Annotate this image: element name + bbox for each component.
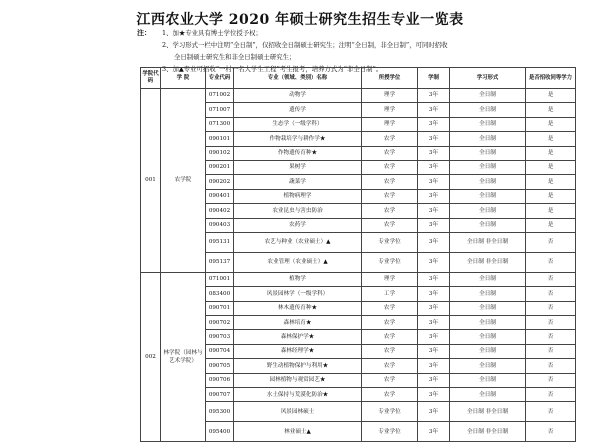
notes-lead: 注： — [137, 28, 151, 37]
note-2: 2、学习形式一栏中注明“全日制”，仅招收全日制硕士研究生；注明“全日制，非全日制”，可同时招收 — [162, 41, 448, 49]
table-row — [141, 103, 576, 117]
study-mode-cell: 全日制 非全日制 — [450, 402, 526, 422]
program-code-cell: 090707 — [206, 388, 234, 402]
table-row — [141, 252, 576, 272]
header-program-name: 专业（领域、类别）名称 — [234, 68, 362, 89]
degree-cell: 农学 — [362, 373, 418, 387]
degree-cell: 理学 — [362, 103, 418, 117]
program-name-cell: 农药学 — [234, 218, 362, 232]
equivalent-cell: 否 — [526, 272, 576, 286]
degree-cell: 农学 — [362, 359, 418, 373]
program-name-cell: 作物遗传育种★ — [234, 146, 362, 160]
table-row — [141, 132, 576, 146]
table-row — [141, 316, 576, 330]
equivalent-cell: 是 — [526, 160, 576, 174]
equivalent-cell: 是 — [526, 218, 576, 232]
table-header-row — [141, 68, 576, 89]
years-cell: 3年 — [418, 103, 450, 117]
program-code-cell: 090403 — [206, 218, 234, 232]
program-code-cell: 090102 — [206, 146, 234, 160]
degree-cell: 专业学位 — [362, 232, 418, 252]
program-code-cell: 095300 — [206, 402, 234, 422]
table-row — [141, 146, 576, 160]
program-name-cell: 野生动植物保护与利用★ — [234, 359, 362, 373]
program-name-cell: 果树学 — [234, 160, 362, 174]
years-cell: 3年 — [418, 146, 450, 160]
unit-name-cell: 林学院（园林与艺术学院） — [161, 272, 206, 442]
years-cell: 3年 — [418, 204, 450, 218]
table-row — [141, 359, 576, 373]
table-row — [141, 402, 576, 422]
header-unit: 学 院 — [161, 68, 206, 89]
equivalent-cell: 否 — [526, 301, 576, 315]
study-mode-cell: 全日制 — [450, 117, 526, 131]
program-name-cell: 风景园林学（一级学科） — [234, 287, 362, 301]
degree-cell: 专业学位 — [362, 402, 418, 422]
header-unit-code: 学院代码 — [141, 68, 161, 89]
program-name-cell: 森林保护学★ — [234, 330, 362, 344]
degree-cell: 农学 — [362, 316, 418, 330]
unit-code-cell: 002 — [141, 272, 161, 442]
years-cell: 3年 — [418, 160, 450, 174]
program-code-cell: 095137 — [206, 252, 234, 272]
equivalent-cell: 否 — [526, 359, 576, 373]
study-mode-cell: 全日制 — [450, 160, 526, 174]
program-name-cell: 森林培育★ — [234, 316, 362, 330]
table-row — [141, 344, 576, 358]
degree-cell: 农学 — [362, 132, 418, 146]
study-mode-cell: 全日制 — [450, 89, 526, 103]
header-years: 学制 — [418, 68, 450, 89]
study-mode-cell: 全日制 — [450, 316, 526, 330]
program-code-cell: 095131 — [206, 232, 234, 252]
years-cell: 3年 — [418, 344, 450, 358]
study-mode-cell: 全日制 — [450, 330, 526, 344]
equivalent-cell: 是 — [526, 146, 576, 160]
programs-table — [140, 67, 576, 442]
program-code-cell: 071001 — [206, 272, 234, 286]
header-equivalent: 是否招收同等学力 — [526, 68, 576, 89]
years-cell: 3年 — [418, 330, 450, 344]
degree-cell: 工学 — [362, 287, 418, 301]
program-code-cell: 095400 — [206, 422, 234, 442]
header-study-mode: 学习形式 — [450, 68, 526, 89]
header-degree: 所授学位 — [362, 68, 418, 89]
study-mode-cell: 全日制 — [450, 218, 526, 232]
program-name-cell: 蔬菜学 — [234, 175, 362, 189]
document-title: 江西农业大学 2020 年硕士研究生招生专业一览表 — [136, 12, 464, 28]
equivalent-cell: 是 — [526, 103, 576, 117]
degree-cell: 理学 — [362, 272, 418, 286]
years-cell: 3年 — [418, 232, 450, 252]
degree-cell: 农学 — [362, 344, 418, 358]
study-mode-cell: 全日制 — [450, 103, 526, 117]
program-code-cell: 090701 — [206, 301, 234, 315]
study-mode-cell: 全日制 — [450, 204, 526, 218]
program-code-cell: 090705 — [206, 359, 234, 373]
degree-cell: 农学 — [362, 330, 418, 344]
study-mode-cell: 全日制 — [450, 359, 526, 373]
equivalent-cell: 否 — [526, 373, 576, 387]
years-cell: 3年 — [418, 388, 450, 402]
years-cell: 3年 — [418, 359, 450, 373]
years-cell: 3年 — [418, 117, 450, 131]
program-code-cell: 071007 — [206, 103, 234, 117]
table-row — [141, 218, 576, 232]
degree-cell: 农学 — [362, 301, 418, 315]
study-mode-cell: 全日制 非全日制 — [450, 252, 526, 272]
program-code-cell: 090706 — [206, 373, 234, 387]
years-cell: 3年 — [418, 89, 450, 103]
program-name-cell: 农业昆虫与害虫防治 — [234, 204, 362, 218]
table-row — [141, 89, 576, 103]
program-name-cell: 遗传学 — [234, 103, 362, 117]
table-row — [141, 272, 576, 286]
years-cell: 3年 — [418, 175, 450, 189]
equivalent-cell: 是 — [526, 204, 576, 218]
degree-cell: 农学 — [362, 146, 418, 160]
note-2-continued: 全日制硕士研究生和非全日制硕士研究生； — [174, 53, 296, 61]
equivalent-cell: 是 — [526, 117, 576, 131]
years-cell: 3年 — [418, 252, 450, 272]
program-code-cell: 090702 — [206, 316, 234, 330]
program-name-cell: 水土保持与荒漠化防治★ — [234, 388, 362, 402]
equivalent-cell: 否 — [526, 402, 576, 422]
table-row — [141, 287, 576, 301]
equivalent-cell: 否 — [526, 252, 576, 272]
degree-cell: 农学 — [362, 160, 418, 174]
program-code-cell: 090401 — [206, 189, 234, 203]
degree-cell: 农学 — [362, 204, 418, 218]
equivalent-cell: 否 — [526, 422, 576, 442]
study-mode-cell: 全日制 — [450, 287, 526, 301]
program-name-cell: 植物学 — [234, 272, 362, 286]
program-code-cell: 090402 — [206, 204, 234, 218]
table-row — [141, 175, 576, 189]
equivalent-cell: 是 — [526, 132, 576, 146]
years-cell: 3年 — [418, 287, 450, 301]
program-code-cell: 090101 — [206, 132, 234, 146]
program-code-cell: 090201 — [206, 160, 234, 174]
program-name-cell: 农业管理（农业硕士）▲ — [234, 252, 362, 272]
program-name-cell: 林业硕士▲ — [234, 422, 362, 442]
study-mode-cell: 全日制 — [450, 388, 526, 402]
years-cell: 3年 — [418, 301, 450, 315]
program-code-cell: 090703 — [206, 330, 234, 344]
years-cell: 3年 — [418, 218, 450, 232]
equivalent-cell: 是 — [526, 175, 576, 189]
program-name-cell: 森林经理学★ — [234, 344, 362, 358]
years-cell: 3年 — [418, 316, 450, 330]
equivalent-cell: 否 — [526, 330, 576, 344]
degree-cell: 农学 — [362, 189, 418, 203]
equivalent-cell: 否 — [526, 287, 576, 301]
study-mode-cell: 全日制 — [450, 189, 526, 203]
degree-cell: 专业学位 — [362, 422, 418, 442]
degree-cell: 专业学位 — [362, 252, 418, 272]
degree-cell: 农学 — [362, 218, 418, 232]
study-mode-cell: 全日制 — [450, 132, 526, 146]
years-cell: 3年 — [418, 272, 450, 286]
note-3: 3、加▲专业可招收“一村一名大学生工程”考生报考，培养方式为“非全日制”。 — [162, 65, 383, 73]
program-code-cell: 083400 — [206, 287, 234, 301]
table-row — [141, 301, 576, 315]
note-1: 1、加★专业具有博士学位授予权； — [162, 29, 262, 37]
equivalent-cell: 是 — [526, 189, 576, 203]
table-row — [141, 232, 576, 252]
study-mode-cell: 全日制 非全日制 — [450, 232, 526, 252]
unit-name-cell: 农学院 — [161, 89, 206, 273]
years-cell: 3年 — [418, 402, 450, 422]
years-cell: 3年 — [418, 422, 450, 442]
program-name-cell: 园林植物与观赏园艺★ — [234, 373, 362, 387]
years-cell: 3年 — [418, 189, 450, 203]
study-mode-cell: 全日制 — [450, 301, 526, 315]
table-row — [141, 189, 576, 203]
program-code-cell: 071002 — [206, 89, 234, 103]
study-mode-cell: 全日制 — [450, 344, 526, 358]
degree-cell: 农学 — [362, 388, 418, 402]
equivalent-cell: 否 — [526, 232, 576, 252]
equivalent-cell: 否 — [526, 316, 576, 330]
program-name-cell: 生态学（一级学科） — [234, 117, 362, 131]
program-name-cell: 植物病理学 — [234, 189, 362, 203]
table-row — [141, 373, 576, 387]
program-name-cell: 风景园林硕士 — [234, 402, 362, 422]
study-mode-cell: 全日制 非全日制 — [450, 422, 526, 442]
program-name-cell: 动物学 — [234, 89, 362, 103]
degree-cell: 理学 — [362, 117, 418, 131]
equivalent-cell: 否 — [526, 344, 576, 358]
program-code-cell: 071300 — [206, 117, 234, 131]
program-code-cell: 090704 — [206, 344, 234, 358]
program-name-cell: 作物栽培学与耕作学★ — [234, 132, 362, 146]
table-row — [141, 422, 576, 442]
years-cell: 3年 — [418, 132, 450, 146]
table-row — [141, 204, 576, 218]
header-program-code: 专业代码 — [206, 68, 234, 89]
degree-cell: 理学 — [362, 89, 418, 103]
program-name-cell: 林木遗传育种★ — [234, 301, 362, 315]
table-row — [141, 330, 576, 344]
table-body — [141, 89, 576, 442]
study-mode-cell: 全日制 — [450, 175, 526, 189]
table-row — [141, 160, 576, 174]
study-mode-cell: 全日制 — [450, 272, 526, 286]
study-mode-cell: 全日制 — [450, 373, 526, 387]
program-code-cell: 090202 — [206, 175, 234, 189]
program-name-cell: 农艺与种业（农业硕士）▲ — [234, 232, 362, 252]
equivalent-cell: 否 — [526, 388, 576, 402]
degree-cell: 农学 — [362, 175, 418, 189]
years-cell: 3年 — [418, 373, 450, 387]
unit-code-cell: 001 — [141, 89, 161, 273]
study-mode-cell: 全日制 — [450, 146, 526, 160]
equivalent-cell: 是 — [526, 89, 576, 103]
table-row — [141, 117, 576, 131]
